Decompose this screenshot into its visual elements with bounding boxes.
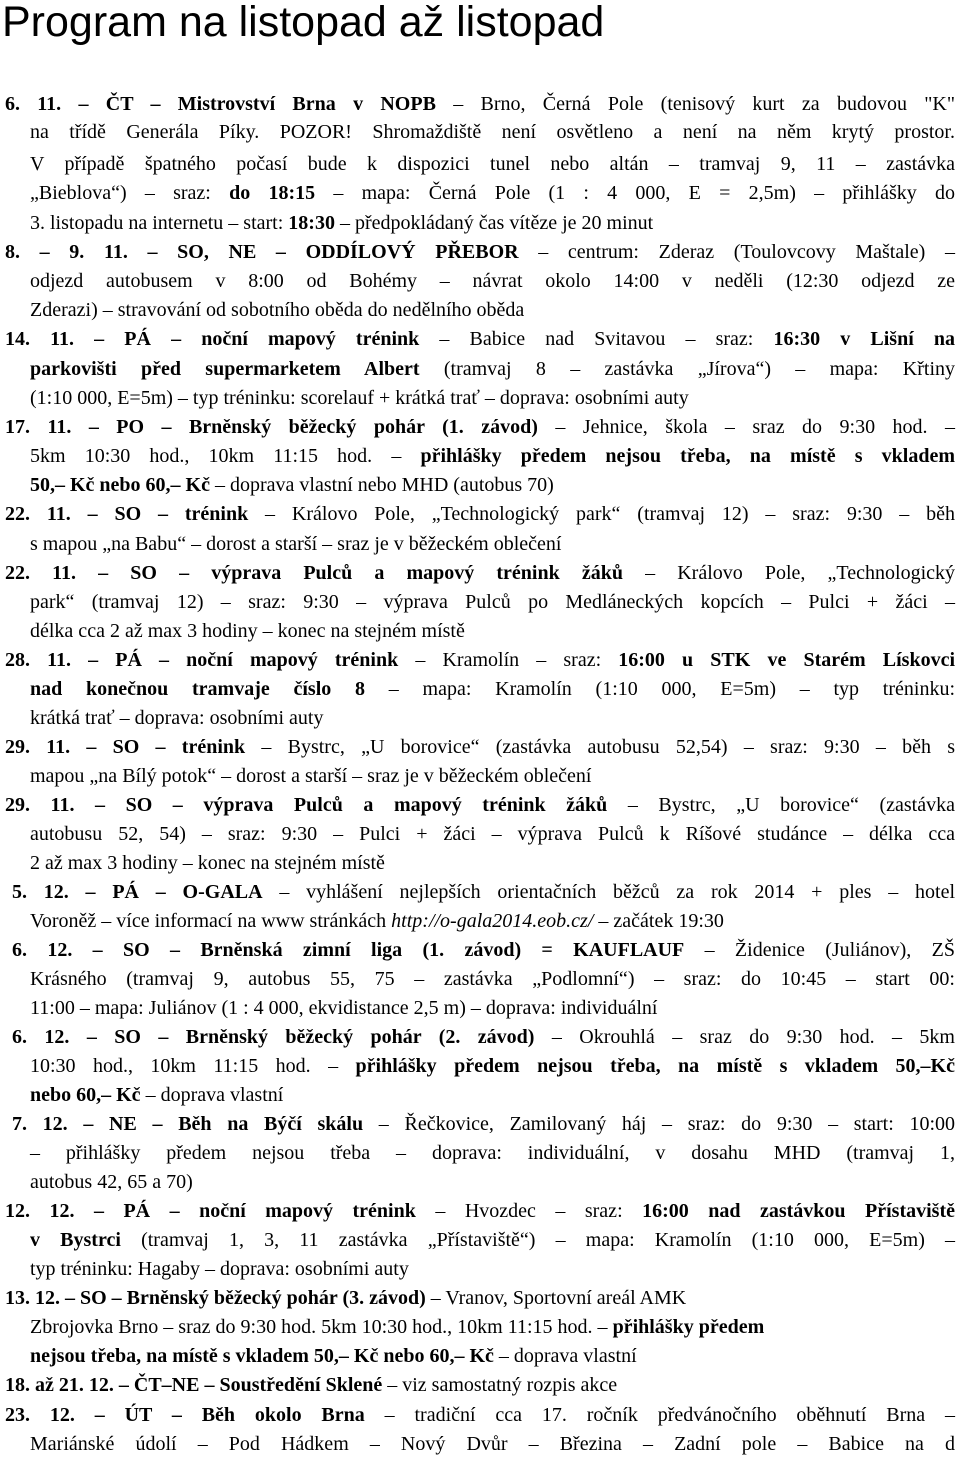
text-line-content: 2 až max 3 hodiny – konec na stejném místě [30, 852, 385, 874]
text-line [0, 442, 960, 471]
text-line [0, 1197, 960, 1226]
text-line-content: – přihlášky předem nejsou třeba – doprava: individuální, v dosahu MHD (tramvaj 1, [30, 1142, 955, 1164]
text-line-content: nebo 60,– Kč – doprava vlastní [30, 1084, 284, 1106]
text-line [0, 1052, 960, 1081]
text-line-content: Mariánské údolí – Pod Hádkem – Nový Dvůr – Březina – Zadní pole – Babice na d [30, 1433, 955, 1455]
text-line-content: 6. 12. – SO – Brněnská zimní liga (1. závod) = KAUFLAUF – Židenice (Juliánov), ZŠ [12, 939, 955, 961]
text-line [0, 559, 960, 588]
text-line [0, 355, 960, 384]
text-line [0, 965, 960, 994]
text-line-content: délka cca 2 až max 3 hodiny – konec na stejném místě [30, 620, 465, 642]
text-line-content: 6. 11. – ČT – Mistrovství Brna v NOPB – Brno, Černá Pole (tenisový kurt za budovou "K" [5, 93, 955, 115]
text-line-content: krátká trať – doprava: osobními auty [30, 707, 324, 729]
text-line [0, 209, 960, 238]
text-line [0, 704, 960, 733]
text-line-content: 5km 10:30 hod., 10km 11:15 hod. – přihlášky předem nejsou třeba, na místě s vkladem [30, 445, 955, 467]
text-line [0, 1139, 960, 1168]
text-line-content: nad konečnou tramvaje číslo 8 – mapa: Kramolín (1:10 000, E=5m) – typ tréninku: [30, 678, 955, 700]
text-line [0, 179, 960, 208]
text-line-content: odjezd autobusem v 8:00 od Bohémy – návrat okolo 14:00 v neděli (12:30 odjezd ze [30, 270, 955, 292]
text-line [0, 118, 960, 147]
text-line-content: 10:30 hod., 10km 11:15 hod. – přihlášky předem nejsou třeba, na místě s vkladem 50,–Kč [30, 1055, 955, 1077]
text-line [0, 530, 960, 559]
text-line [0, 588, 960, 617]
text-line [0, 90, 960, 119]
text-line [0, 1313, 960, 1342]
text-line-content: typ tréninku: Hagaby – doprava: osobními auty [30, 1258, 409, 1280]
text-line-content: 17. 11. – PO – Brněnský běžecký pohár (1. závod) – Jehnice, škola – sraz do 9:30 hod. – [5, 416, 955, 438]
text-line [0, 617, 960, 646]
text-line [0, 1081, 960, 1110]
text-line-content: nejsou třeba, na místě s vkladem 50,– Kč nebo 60,– Kč – doprava vlastní [30, 1345, 637, 1367]
text-line-content: 5. 12. – PÁ – O-GALA – vyhlášení nejlepších orientačních běžců za rok 2014 + ples – hotel [12, 881, 955, 903]
text-line-content: 8. – 9. 11. – SO, NE – ODDÍLOVÝ PŘEBOR – centrum: Zderaz (Toulovcovy Maštale) – [5, 241, 955, 263]
text-line-content: 22. 11. – SO – trénink – Královo Pole, „Technologický park“ (tramvaj 12) – sraz: 9:30 – běh [5, 503, 956, 525]
text-line [0, 1226, 960, 1255]
text-line [0, 994, 960, 1023]
text-line [0, 646, 960, 675]
text-line-content: 23. 12. – ÚT – Běh okolo Brna – tradiční cca 17. ročník předvánočního oběhnutí Brna – [5, 1404, 956, 1426]
text-line [0, 1284, 960, 1313]
text-line [0, 1110, 960, 1139]
text-line [0, 296, 960, 325]
text-line-content: 7. 12. – NE – Běh na Býčí skálu – Řečkovice, Zamilovaný háj – sraz: do 9:30 – start: 10:00 [12, 1113, 955, 1135]
text-line-content: 13. 12. – SO – Brněnský běžecký pohár (3. závod) – Vranov, Sportovní areál AMK [5, 1287, 687, 1309]
text-line [0, 267, 960, 296]
text-line-content: autobus 42, 65 a 70) [30, 1171, 193, 1193]
text-line-content: Zbrojovka Brno – sraz do 9:30 hod. 5km 10:30 hod., 10km 11:15 hod. – přihlášky předem [30, 1316, 765, 1338]
text-line [0, 1023, 960, 1052]
text-line-content: 18. až 21. 12. – ČT–NE – Soustředění Sklené – viz samostatný rozpis akce [5, 1374, 618, 1396]
text-line [0, 675, 960, 704]
text-line [0, 1342, 960, 1371]
text-line-content: mapou „na Bílý potok“ – dorost a starší – sraz je v běžeckém oblečení [30, 765, 592, 787]
text-line [0, 791, 960, 820]
text-line [0, 733, 960, 762]
text-line [0, 471, 960, 500]
text-line [0, 500, 960, 529]
text-line-content: na třídě Generála Píky. POZOR! Shromaždiště není osvětleno a není na něm krytý prostor. [30, 121, 955, 143]
text-line [0, 150, 960, 179]
text-line-content: 3. listopadu na internetu – start: 18:30 – předpokládaný čas vítěze je 20 minut [30, 212, 654, 234]
text-line [0, 1168, 960, 1197]
text-line [0, 820, 960, 849]
text-line [0, 238, 960, 267]
text-line-content: Voroněž – více informací na www stránkách http://o-gala2014.eob.cz/ – začátek 19:30 [30, 910, 724, 932]
text-line [0, 907, 960, 936]
text-line [0, 936, 960, 965]
text-line-content: autobusu 52, 54) – sraz: 9:30 – Pulci + žáci – výprava Pulců k Ríšové studánce – délka cca [30, 823, 955, 845]
text-line-content: 22. 11. – SO – výprava Pulců a mapový trénink žáků – Královo Pole, „Technologický [5, 562, 955, 584]
text-line [0, 878, 960, 907]
text-line-content: 29. 11. – SO – výprava Pulců a mapový trénink žáků – Bystrc, „U borovice“ (zastávka [5, 794, 955, 816]
text-line-content: 6. 12. – SO – Brněnský běžecký pohár (2. závod) – Okrouhlá – sraz do 9:30 hod. – 5km [12, 1026, 955, 1048]
text-line-content: 12. 12. – PÁ – noční mapový trénink – Hvozdec – sraz: 16:00 nad zastávkou Přístaviště [5, 1200, 956, 1222]
text-line [0, 325, 960, 354]
text-line-content: 11:00 – mapa: Juliánov (1 : 4 000, ekvidistance 2,5 m) – doprava: individuální [30, 997, 658, 1019]
text-line-content: s mapou „na Babu“ – dorost a starší – sraz je v běžeckém oblečení [30, 533, 562, 555]
text-line-content: 29. 11. – SO – trénink – Bystrc, „U borovice“ (zastávka autobusu 52,54) – sraz: 9:30 – běh s [5, 736, 955, 758]
text-line-content: „Bieblova“) – sraz: do 18:15 – mapa: Černá Pole (1 : 4 000, E = 2,5m) – přihlášky do [30, 182, 955, 204]
text-line [0, 1401, 960, 1430]
text-line-content: 14. 11. – PÁ – noční mapový trénink – Babice nad Svitavou – sraz: 16:30 v Lišní na [5, 328, 956, 350]
text-line-content: v Bystrci (tramvaj 1, 3, 11 zastávka „Přístaviště“) – mapa: Kramolín (1:10 000, E=5m) – [30, 1229, 956, 1251]
text-line-content: 28. 11. – PÁ – noční mapový trénink – Kramolín – sraz: 16:00 u STK ve Starém Lískovci [5, 649, 955, 671]
text-line-content: Zderazi) – stravování od sobotního oběda do nedělního oběda [30, 299, 525, 321]
text-line-content: 50,– Kč nebo 60,– Kč – doprava vlastní nebo MHD (autobus 70) [30, 474, 554, 496]
text-line-content: parkovišti před supermarketem Albert (tramvaj 8 – zastávka „Jírova“) – mapa: Křtiny [30, 358, 955, 380]
text-line-content: park“ (tramvaj 12) – sraz: 9:30 – výprava Pulců po Medláneckých kopcích – Pulci + žáci – [30, 591, 955, 613]
text-line [0, 1371, 960, 1400]
text-line-content: Krásného (tramvaj 9, autobus 55, 75 – zastávka „Podlomní“) – sraz: do 10:45 – start 00: [30, 968, 955, 990]
text-line-content: V případě špatného počasí bude k dispozici tunel nebo altán – tramvaj 9, 11 – zastávka [30, 153, 955, 175]
text-line-content: (1:10 000, E=5m) – typ tréninku: scorelauf + krátká trať – doprava: osobními auty [30, 387, 689, 409]
text-line [0, 1430, 960, 1459]
text-line [0, 384, 960, 413]
text-line [0, 849, 960, 878]
text-line [0, 1255, 960, 1284]
page-title: Program na listopad až listopad [2, 0, 605, 46]
text-line [0, 762, 960, 791]
text-line [0, 413, 960, 442]
